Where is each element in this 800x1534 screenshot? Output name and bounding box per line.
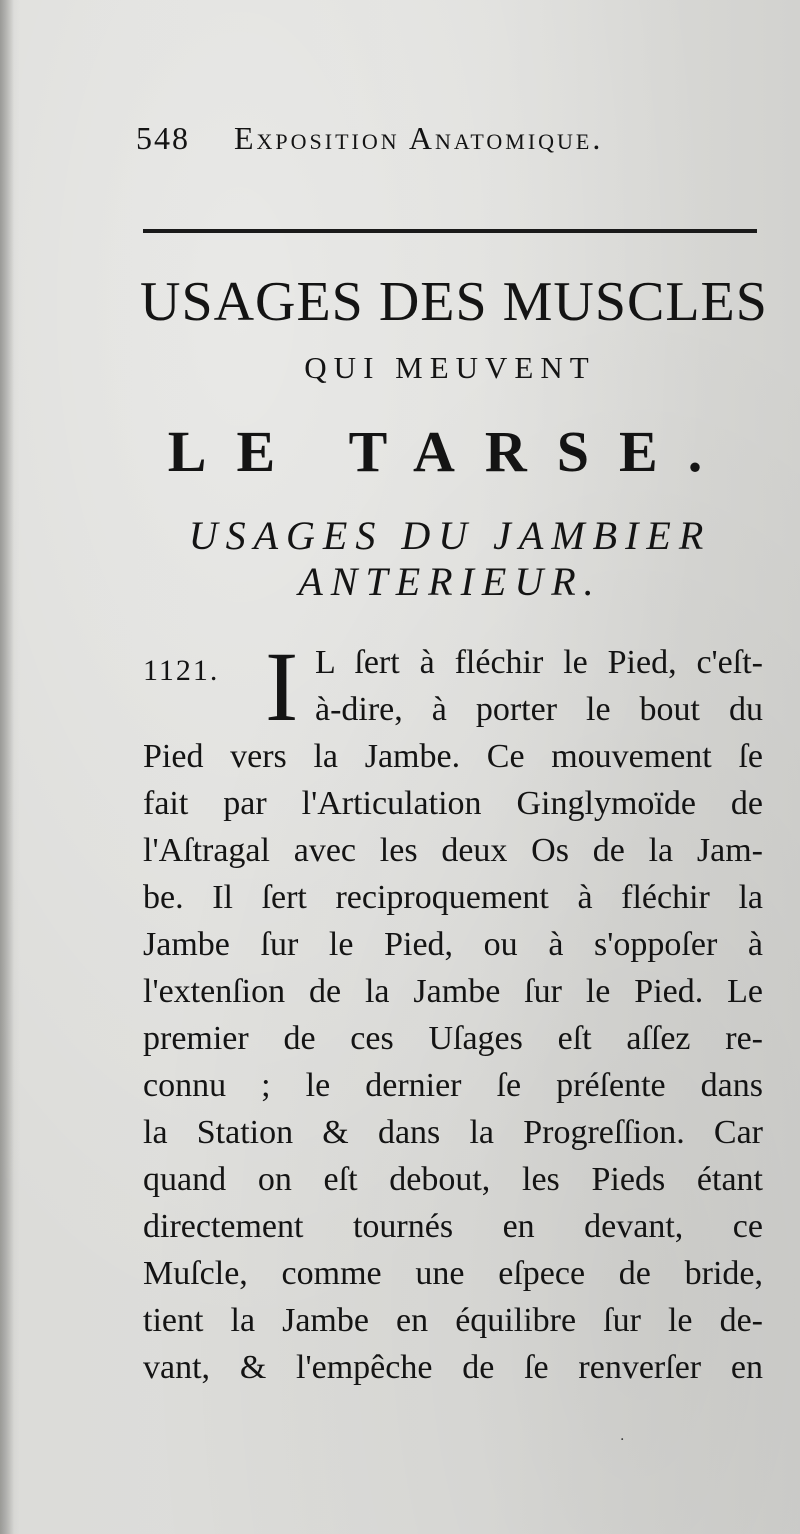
text-line: la Station & dans la Progreſſion. Car [143,1114,763,1151]
chapter-title-large: LE TARSE. [167,419,733,484]
section-title-line-1: USAGES DU JAMBIER [188,513,712,558]
text-line: directement tournés en devant, ce [143,1208,763,1245]
page-number: 548 [136,120,190,156]
gutter-shadow [0,0,14,1534]
text-line: Jambe ſur le Pied, ou à s'oppoſer à [143,926,763,963]
ink-speck: · [620,1432,625,1448]
text-line: Pied vers la Jambe. Ce mouvement ſe [143,738,763,775]
chapter-title: USAGES DES MUSCLES [140,271,768,333]
drop-cap: I [265,631,299,742]
text-line: tient la Jambe en équilibre ſur le de- [143,1302,763,1339]
text-line: Muſcle, comme une eſpece de bride, [143,1255,763,1292]
text-line: connu ; le dernier ſe préſente dans [143,1067,763,1104]
text-line: quand on eſt debout, les Pieds étant [143,1161,763,1198]
text-line: be. Il ſert reciproquement à fléchir la [143,879,763,916]
text-line: fait par l'Articulation Ginglymoïde de [143,785,763,822]
header-rule [143,229,757,233]
text-line: à-dire, à porter le bout du [315,691,763,728]
text-line: l'Aſtragal avec les deux Os de la Jam- [143,832,763,869]
chapter-subtitle: QUI MEUVENT [304,350,596,385]
section-title-line-2: ANTERIEUR. [298,559,602,604]
running-title: Exposition Anatomique. [234,120,604,156]
paragraph-number: 1121. [143,654,220,687]
text-line: premier de ces Uſages eſt aſſez re- [143,1020,763,1057]
text-line: vant, & l'empêche de ſe renverſer en [143,1349,763,1386]
text-line: l'extenſion de la Jambe ſur le Pied. Le [143,973,763,1010]
text-line: L ſert à fléchir le Pied, c'eſt- [315,644,763,681]
running-head [136,120,756,164]
